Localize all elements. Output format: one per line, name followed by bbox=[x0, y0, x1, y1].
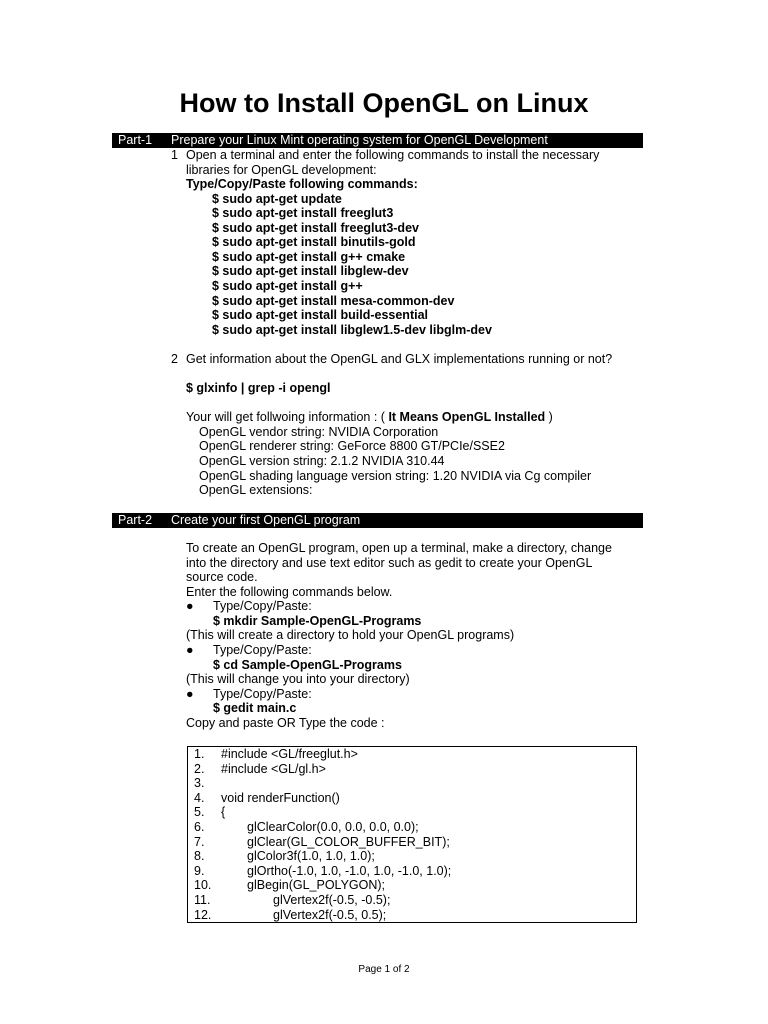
code-line-number: 7. bbox=[194, 834, 205, 849]
code-line-text: glClearColor(0.0, 0.0, 0.0, 0.0); bbox=[247, 820, 419, 834]
step2-number: 2 bbox=[171, 352, 178, 366]
part1-title: Prepare your Linux Mint operating system for OpenGL Development bbox=[171, 133, 548, 147]
code-line-text: glVertex2f(-0.5, -0.5); bbox=[273, 893, 391, 907]
mkdir-command: $ mkdir Sample-OpenGL-Programs bbox=[213, 614, 422, 628]
command-line: $ sudo apt-get install mesa-common-dev bbox=[212, 294, 455, 308]
command-line: $ sudo apt-get install g++ cmake bbox=[212, 250, 406, 264]
command-line: $ sudo apt-get install binutils-gold bbox=[212, 235, 416, 249]
info-suffix: ) bbox=[548, 410, 553, 424]
info-line: OpenGL version string: 2.1.2 NVIDIA 310.44 bbox=[199, 454, 445, 468]
code-line-text: void renderFunction() bbox=[221, 790, 340, 805]
bullet-label: Type/Copy/Paste: bbox=[213, 687, 312, 701]
step1-text-line2: libraries for OpenGL development: bbox=[186, 163, 377, 177]
info-line: OpenGL extensions: bbox=[199, 483, 313, 497]
copy-paste-label: Copy and paste OR Type the code : bbox=[186, 716, 385, 730]
info-prefix: Your will get follwoing information : ( bbox=[186, 410, 385, 424]
code-listing-box bbox=[187, 746, 637, 923]
code-line-number: 12. bbox=[194, 907, 212, 922]
code-line-number: 5. bbox=[194, 805, 205, 820]
bullet-icon: ● bbox=[186, 599, 194, 613]
command-line: $ sudo apt-get install libglew-dev bbox=[212, 264, 409, 278]
bullet-icon: ● bbox=[186, 687, 194, 701]
code-line-number: 11. bbox=[194, 893, 211, 907]
code-line-text: glClear(GL_COLOR_BUFFER_BIT); bbox=[247, 834, 450, 849]
type-commands-heading: Type/Copy/Paste following commands: bbox=[186, 177, 418, 191]
part2-header-bar bbox=[112, 513, 643, 528]
command-line: $ sudo apt-get install g++ bbox=[212, 279, 363, 293]
part1-header-bar bbox=[112, 133, 643, 148]
code-line-number: 6. bbox=[194, 820, 205, 834]
command-line: $ sudo apt-get install freeglut3-dev bbox=[212, 221, 419, 235]
step1-text-line1: Open a terminal and enter the following commands to install the necessary bbox=[186, 148, 600, 162]
info-line: OpenGL vendor string: NVIDIA Corporation bbox=[199, 425, 439, 439]
part1-label: Part-1 bbox=[118, 133, 153, 147]
code-line-number: 1. bbox=[194, 747, 205, 761]
code-line-number: 3. bbox=[194, 776, 205, 791]
command-line: $ sudo apt-get install freeglut3 bbox=[212, 206, 394, 220]
command-line: $ sudo apt-get update bbox=[212, 192, 342, 206]
code-line-number: 4. bbox=[194, 790, 205, 805]
page-title: How to Install OpenGL on Linux bbox=[179, 88, 589, 118]
mkdir-note: (This will create a directory to hold your OpenGL programs) bbox=[186, 628, 515, 642]
code-line-number: 2. bbox=[194, 761, 205, 776]
code-line-text: glBegin(GL_POLYGON); bbox=[247, 878, 386, 893]
code-line-text: glVertex2f(-0.5, 0.5); bbox=[273, 907, 387, 922]
info-line: OpenGL shading language version string: 1.20 NVIDIA via Cg compiler bbox=[199, 469, 592, 483]
code-line-number: 8. bbox=[194, 849, 205, 864]
info-bold: It Means OpenGL Installed bbox=[388, 410, 546, 424]
code-line-text: { bbox=[221, 805, 226, 820]
cd-note: (This will change you into your directory) bbox=[186, 672, 410, 686]
code-line-text: #include <GL/freeglut.h> bbox=[221, 747, 358, 761]
gedit-command: $ gedit main.c bbox=[213, 701, 297, 715]
page-footer: Page 1 of 2 bbox=[358, 964, 410, 975]
step2-text: Get information about the OpenGL and GLX implementations running or not? bbox=[186, 352, 613, 366]
intro-line: into the directory and use text editor such as gedit to create your OpenGL bbox=[186, 556, 593, 570]
code-line-text: #include <GL/gl.h> bbox=[221, 761, 326, 776]
cd-command: $ cd Sample-OpenGL-Programs bbox=[213, 658, 402, 672]
bullet-icon: ● bbox=[186, 643, 194, 657]
step1-number: 1 bbox=[171, 148, 178, 162]
intro-line: Enter the following commands below. bbox=[186, 585, 393, 599]
part2-label: Part-2 bbox=[118, 513, 153, 527]
intro-line: source code. bbox=[186, 570, 258, 584]
intro-line: To create an OpenGL program, open up a terminal, make a directory, change bbox=[186, 541, 612, 555]
code-line-text: glOrtho(-1.0, 1.0, -1.0, 1.0, -1.0, 1.0); bbox=[247, 863, 452, 878]
code-line-number: 9. bbox=[194, 863, 205, 878]
bullet-label: Type/Copy/Paste: bbox=[213, 643, 312, 657]
command-line: $ sudo apt-get install libglew1.5-dev libglm-dev bbox=[212, 323, 492, 337]
info-line: OpenGL renderer string: GeForce 8800 GT/PCIe/SSE2 bbox=[199, 439, 505, 453]
code-line-text: glColor3f(1.0, 1.0, 1.0); bbox=[247, 849, 375, 864]
bullet-label: Type/Copy/Paste: bbox=[213, 599, 312, 613]
command-line: $ sudo apt-get install build-essential bbox=[212, 308, 429, 322]
glxinfo-command: $ glxinfo | grep -i opengl bbox=[186, 381, 331, 395]
part2-title: Create your first OpenGL program bbox=[171, 513, 361, 527]
code-line-number: 10. bbox=[194, 878, 212, 893]
info-intro bbox=[186, 410, 553, 425]
